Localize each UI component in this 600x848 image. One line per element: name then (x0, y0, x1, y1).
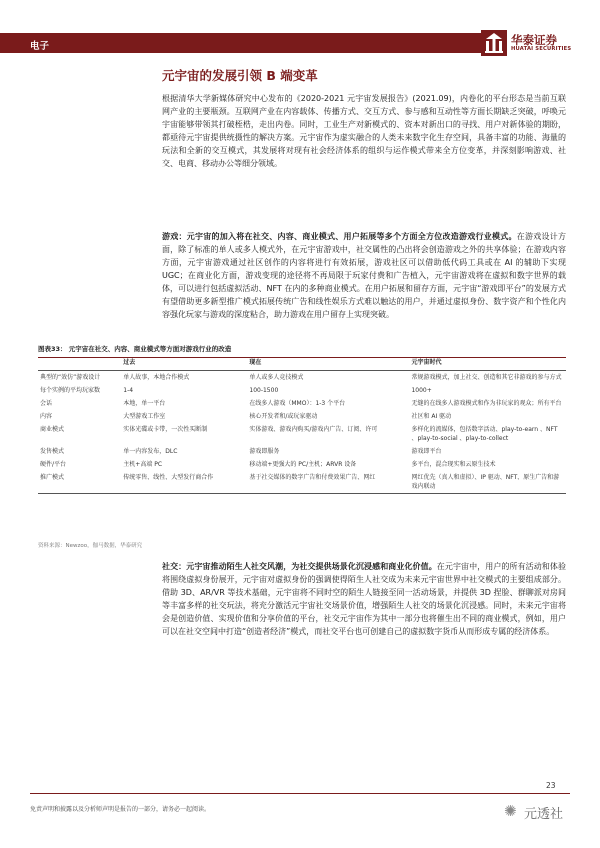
cell-now: 核心开发者和/或玩家驱动 (249, 413, 318, 420)
cell-now: 在线多人游戏（MMO）：1-3 个平台 (249, 400, 346, 407)
cell-past: 单人故事，本地合作模式 (123, 374, 190, 381)
table-row (38, 423, 566, 445)
cell-now: 移动端+更强大的 PC/主机；ARVR 设备 (249, 461, 357, 468)
cell-past: 大型游戏工作室 (123, 413, 166, 420)
row-label: 硬件/平台 (40, 461, 67, 468)
cell-now: 实体游戏、游戏内购买/游戏内广告、订阅、许可 (249, 426, 378, 433)
logo-name: 华泰证券 (511, 33, 557, 47)
table-row (38, 445, 566, 458)
logo-icon (481, 30, 507, 56)
footer-disclaimer: 免责声明和披露以及分析师声明是报告的一部分，请务必一起阅读。 (30, 806, 211, 813)
header-bar (0, 33, 484, 53)
paragraph-social-body: 在元宇宙中，用户的所有活动和体验将围绕虚拟身份展开，元宇宙对虚拟身份的强调使得陌生人社交成为未来元宇宙世界中社交模式的主要组成部分。借助 3D、AR/VR 等技术基础，元宇宙将不同时空的陌生人链接至同一活动场景，并提供 3D 捏脸、群聊派对房间等丰富多样的社交玩法，将充分激活元宇宙社交场景价值，增强陌生人社交的场景化沉浸感。同时，未来元宇宙将会是创造价值、实现价值和分享价值的平台，社交元宇宙作为其中一部分也将催生出不同的商业模式，例如，用户可以在社交空间中打造“创造者经济”模式，而社交平台也可创建自己的虚拟数字货币从而形成专属的经济体系。 (162, 562, 567, 636)
watermark-text: 元透社 (524, 807, 564, 822)
column-header (38, 358, 121, 371)
paragraph-games-lead: 游戏：元宇宙的加入将在社交、内容、商业模式、用户拓展等多个方面全方位改造游戏行业模式。 (162, 232, 517, 241)
row-label: 每个实例的平均玩家数 (40, 387, 101, 394)
cell-past: 1-4 (123, 387, 134, 394)
paragraph-social-lead: 社交：元宇宙推动陌生人社交风潮，为社交提供场景化沉浸感和商业化价值。 (162, 562, 437, 571)
column-header: 过去 (123, 359, 136, 366)
company-logo (481, 30, 576, 56)
table-header-row (38, 358, 566, 371)
table-row (38, 371, 566, 385)
row-label: 推广模式 (40, 474, 65, 481)
table-row (38, 384, 566, 397)
cell-past: 实体光碟或卡带，一次性买断制 (123, 426, 208, 433)
cell-future: 游戏即平台 (411, 448, 442, 455)
row-label: 发售模式 (40, 448, 65, 455)
cell-past: 主机+高端 PC (123, 461, 163, 468)
figure-title: 图表33： 元宇宙在社交、内容、商业模式等方面对游戏行业的改造 (38, 344, 566, 358)
paragraph-social (162, 560, 566, 638)
cell-future: 社区和 AI 驱动 (411, 413, 452, 420)
cell-now: 单人或多人竞技模式 (249, 374, 304, 381)
table-row (38, 458, 566, 471)
cell-past: 传统零售、线性、大型发行商合作 (123, 474, 214, 481)
table-row (38, 410, 566, 423)
section-label: 电子 (30, 41, 50, 52)
page-number: 23 (546, 781, 556, 790)
watermark (504, 800, 586, 822)
cell-future: 无缝的在线多人游戏模式和作为非玩家的观众；所有平台 (411, 400, 562, 407)
paragraph-games (162, 230, 566, 321)
cell-future: 网红优先（真人和虚拟）、IP 驱动、NFT、原生广告和游戏内联动 (411, 474, 560, 490)
table-row (38, 397, 566, 410)
wechat-icon: ✺ (504, 802, 517, 820)
footer-divider (30, 793, 570, 794)
cell-now: 100-1500 (249, 387, 279, 394)
row-label: 商业模式 (40, 426, 65, 433)
cell-future: 多平台，混合现实和云原生技术 (411, 461, 496, 468)
row-label: 会话 (40, 400, 53, 407)
cell-future: 多样化的流媒体，包括数字活动、play-to-earn 、NFT 、play-to-social 、play-to-collect (411, 426, 558, 442)
column-header: 现在 (249, 359, 262, 366)
logo-subtitle: HUATAI SECURITIES (511, 46, 572, 52)
column-header: 元宇宙时代 (411, 359, 442, 366)
figure-source: 资料来源：Newzoo，伽马数据，华泰研究 (38, 543, 143, 549)
comparison-table (38, 358, 566, 494)
row-label: 典型的“效仿”游戏设计 (40, 374, 101, 381)
cell-now: 游戏即服务 (249, 448, 280, 455)
cell-past: 单一内容发布，DLC (123, 448, 178, 455)
cell-future: 1000+ (411, 387, 432, 394)
cell-past: 本地，单一平台 (123, 400, 166, 407)
cell-future: 常规游戏模式，加上社交、创造和其它非游戏的参与方式 (411, 374, 562, 381)
paragraph-games-body: 在游戏设计方面，除了标准的单人或多人模式外，在元宇宙游戏中，社交属性的凸出将会创造游戏之外的共享体验；在游戏内容方面，元宇宙游戏通过社区创作的内容将进行有效拓展，游戏社区可以借助低代码工具或在 AI 的辅助下实现 UGC；在商业化方面，游戏变现的途径将不再局限于玩家付费和广告植入，元宇宙游戏将在虚拟和数字世界的载体，可以进行包括虚拟活动、NFT 在内的多种商业模式。在用户拓展和留存方面，元宇宙“游戏即平台”的发展方式有望借助更多新型推广模式拓展传统广告和线性娱乐方式难以触达的用户，并通过虚拟身份、数字资产和个性化内容强化玩家与游戏的深度粘合，助力游戏在用户留存上实现突破。 (162, 232, 566, 319)
cell-now: 基于社交媒体的数字广告和付费效果广告、网红 (249, 474, 376, 481)
paragraph-intro: 根据清华大学新媒体研究中心发布的《2020-2021 元宇宙发展报告》(2021.09)，内卷化的平台形态是当前互联网产业的主要瓶颈。互联网产业在内容载体、传播方式、交互方式、参与感和互动性等方面长期缺乏突破，呼唤元宇宙能够带领其打破桎梏，走出内卷。同时，工业生产对新模式的、资本对新出口的寻找、用户对新体验的期盼，都亟待元宇宙提供统摄性的解决方案。元宇宙作为虚实融合的人类未来数字化生存空间，具备丰富的功能、海量的玩法和全新的交互模式，其发展将对现有社会经济体系的组织与运作模式带来全方位变革，并深刻影响游戏、社交、电商、移动办公等细分领域。 (162, 94, 566, 168)
row-label: 内容 (40, 413, 53, 420)
section-title: 元宇宙的发展引领 B 端变革 (162, 68, 318, 83)
table-row (38, 471, 566, 494)
